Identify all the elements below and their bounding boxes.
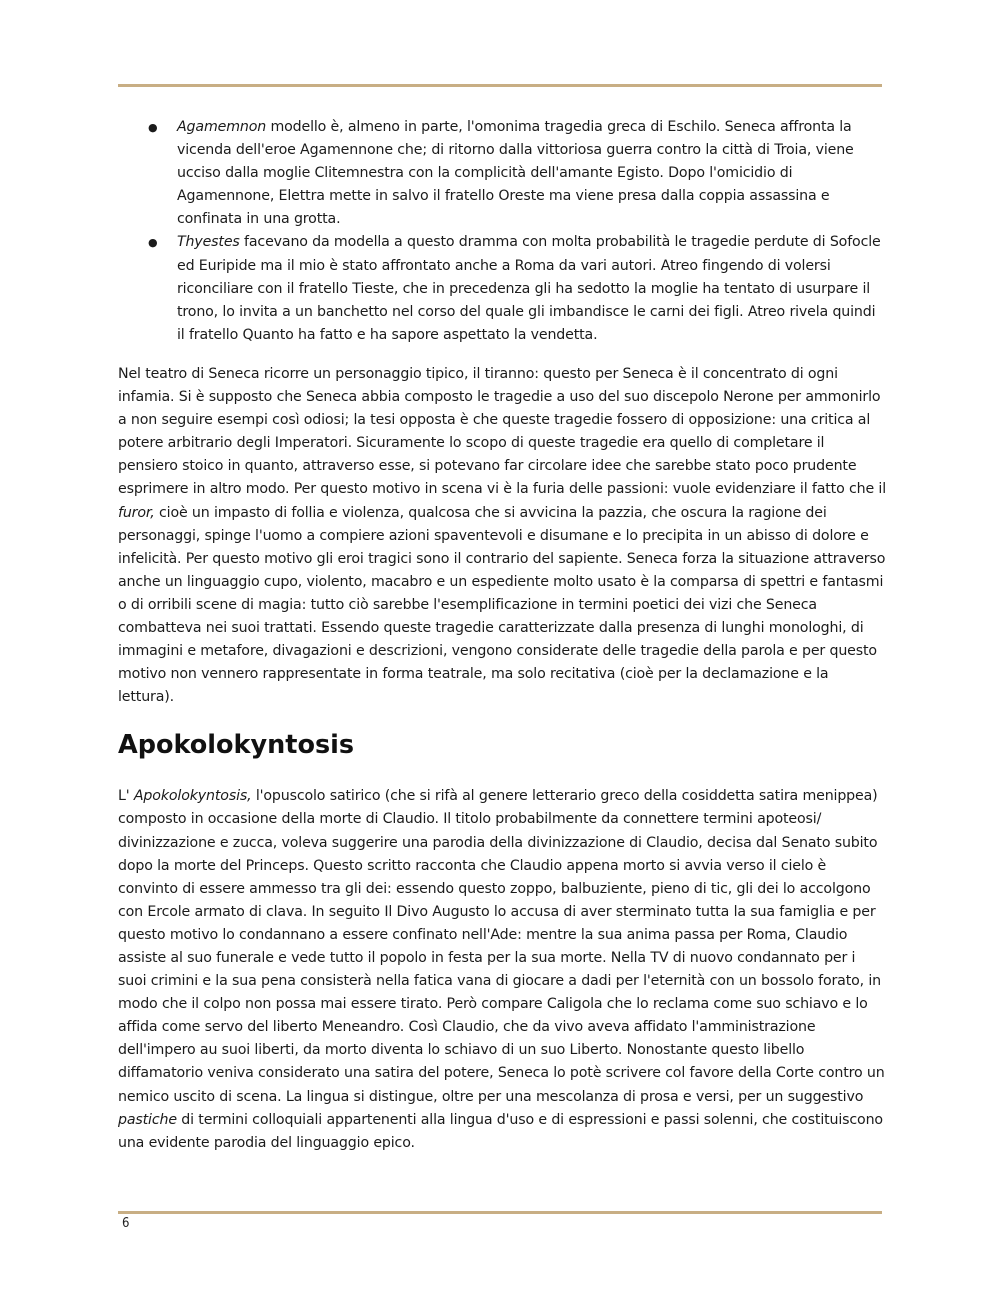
- paragraph-italic-term: pastiche: [118, 1111, 177, 1128]
- list-item-text: facevano da modella a questo dramma con molta probabilità le tragedie perdute di Sofocle ed Euripide ma il mio è stato affrontato anche a Roma da vari autori. Atreo fingendo di volersi riconciliare con il fratello Tieste, che in precedenza gli ha sedotto la moglie ha tentato di usurpare il trono, lo invita a un banchetto nel corso del quale gli imbandisce le carni dei figli. Atreo rivela quindi il fratello Quanto ha fatto e ha sapore aspettato la vendetta.: [177, 234, 881, 343]
- paragraph-text: l'opuscolo satirico (che si rifà al genere letterario greco della cosiddetta satira menippea) composto in occasione della morte di Claudio. Il titolo probabilmente da connettere termini apoteosi/ divinizzazione e zucca, voleva suggerire una parodia della divinizzazione di Claudio, decisa dal Senato subito dopo la morte del Princeps. Questo scritto racconta che Claudio appena morto si avvia verso il cielo è convinto di essere ammesso tra gli dei: essendo questo zoppo, balbuziente, pieno di tic, gli dei lo accolgono con Ercole armato di clava. In seguito Il Divo Augusto lo accusa di aver sterminato tutta la sua famiglia e per questo motivo lo condannano a essere confinato nell'Ade: mentre la sua anima passa per Roma, Claudio assiste al suo funerale e vede tutto il popolo in festa per la sua morte. Nella TV di nuovo condannato per i suoi crimini e la sua pena consisterà nella fatica vana di giocare a dadi per l'eternità con un bossolo forato, in modo che il colpo non possa mai essere tirato. Però compare Caligola che lo reclama come suo schiavo e lo affida come servo del liberto Meneandro. Così Claudio, che da vivo aveva affidato l'amministrazione dell'impero au suoi liberti, da morto diventa lo schiavo di un suo Liberto. Nonostante questo libello diffamatorio veniva considerato una satira del potere, Seneca lo potè scrivere col favore della Corte contro un nemico uscito di scena. La lingua si distingue, oltre per una mescolanza di prosa e versi, per un suggestivo: [118, 788, 885, 1105]
- header-rule: [118, 84, 882, 87]
- paragraph-text: cioè un impasto di follia e violenza, qualcosa che si avvicina la pazzia, che oscura la ragione dei personaggi, spinge l'uomo a compiere azioni spaventevoli e disumane e lo precipita in un abisso di dolore e infelicità. Per questo motivo gli eroi tragici sono il contrario del sapiente. Seneca forza la situazione attraverso anche un linguaggio cupo, violento, macabro e un espediente molto usato è la comparsa di spettri e fantasmi o di orribili scene di magia: tutto ciò sarebbe l'esemplificazione in termini poetici dei vizi che Seneca combatteva nei suoi trattati. Essendo queste tragedie caratterizzate dalla presenza di lunghi monologhi, di immagini e metafore, divagazioni e descrizioni, vengono considerate delle tragedie della parola e per questo motivo non vennero rappresentate in forma teatrale, ma solo recitativa (cioè per la declamazione e la lettura).: [118, 504, 886, 706]
- page-content: [118, 116, 886, 1155]
- paragraph-italic-term: furor,: [118, 504, 155, 521]
- page-number: 6: [122, 1216, 130, 1231]
- paragraph-text: di termini colloquiali appartenenti alla lingua d'uso e di espressioni e passi solenni, che costituiscono una evidente parodia del linguaggio epico.: [118, 1111, 883, 1151]
- footer-rule: [118, 1211, 882, 1214]
- list-item-text: modello è, almeno in parte, l'omonima tragedia greca di Eschilo. Seneca affronta la vicenda dell'eroe Agamennone che; di ritorno dalla vittoriosa guerra contro la città di Troia, viene ucciso dalla moglie Clitemnestra con la complicità dell'amante Egisto. Dopo l'omicidio di Agamennone, Elettra mette in salvo il fratello Oreste ma viene presa dalla coppia assassina e confinata in una grotta.: [177, 119, 854, 228]
- bullet-icon: ●: [148, 121, 158, 134]
- tragedy-list: [118, 116, 886, 347]
- list-item: [148, 231, 886, 346]
- section-heading: Apokolokyntosis: [118, 730, 355, 761]
- paragraph-text: Nel teatro di Seneca ricorre un personaggio tipico, il tiranno: questo per Seneca è il concentrato di ogni infamia. Si è supposto che Seneca abbia composto le tragedie a uso del suo discepolo Nerone per ammonirlo a non seguire esempi così odiosi; la tesi opposta è che queste tragedie fossero di opposizione: una critica al potere arbitrario degli Imperatori. Sicuramente lo scopo di queste tragedie era quello di completare il pensiero stoico in quanto, attraverso esse, si potevano far circolare idee che sarebbe stato poco prudente esprimere in altro modo. Per questo motivo in scena vi è la furia delle passioni: vuole evidenziare il fatto che il: [118, 365, 886, 498]
- list-item-title: Thyestes: [177, 234, 240, 251]
- theatre-paragraph: [118, 363, 886, 709]
- list-item: [148, 116, 886, 231]
- bullet-icon: ●: [148, 236, 158, 250]
- list-item-title: Agamemnon: [177, 119, 267, 135]
- paragraph-text: L': [118, 788, 134, 805]
- apokolokyntosis-paragraph: [118, 785, 886, 1155]
- paragraph-italic-term: Apokolokyntosis,: [133, 788, 252, 805]
